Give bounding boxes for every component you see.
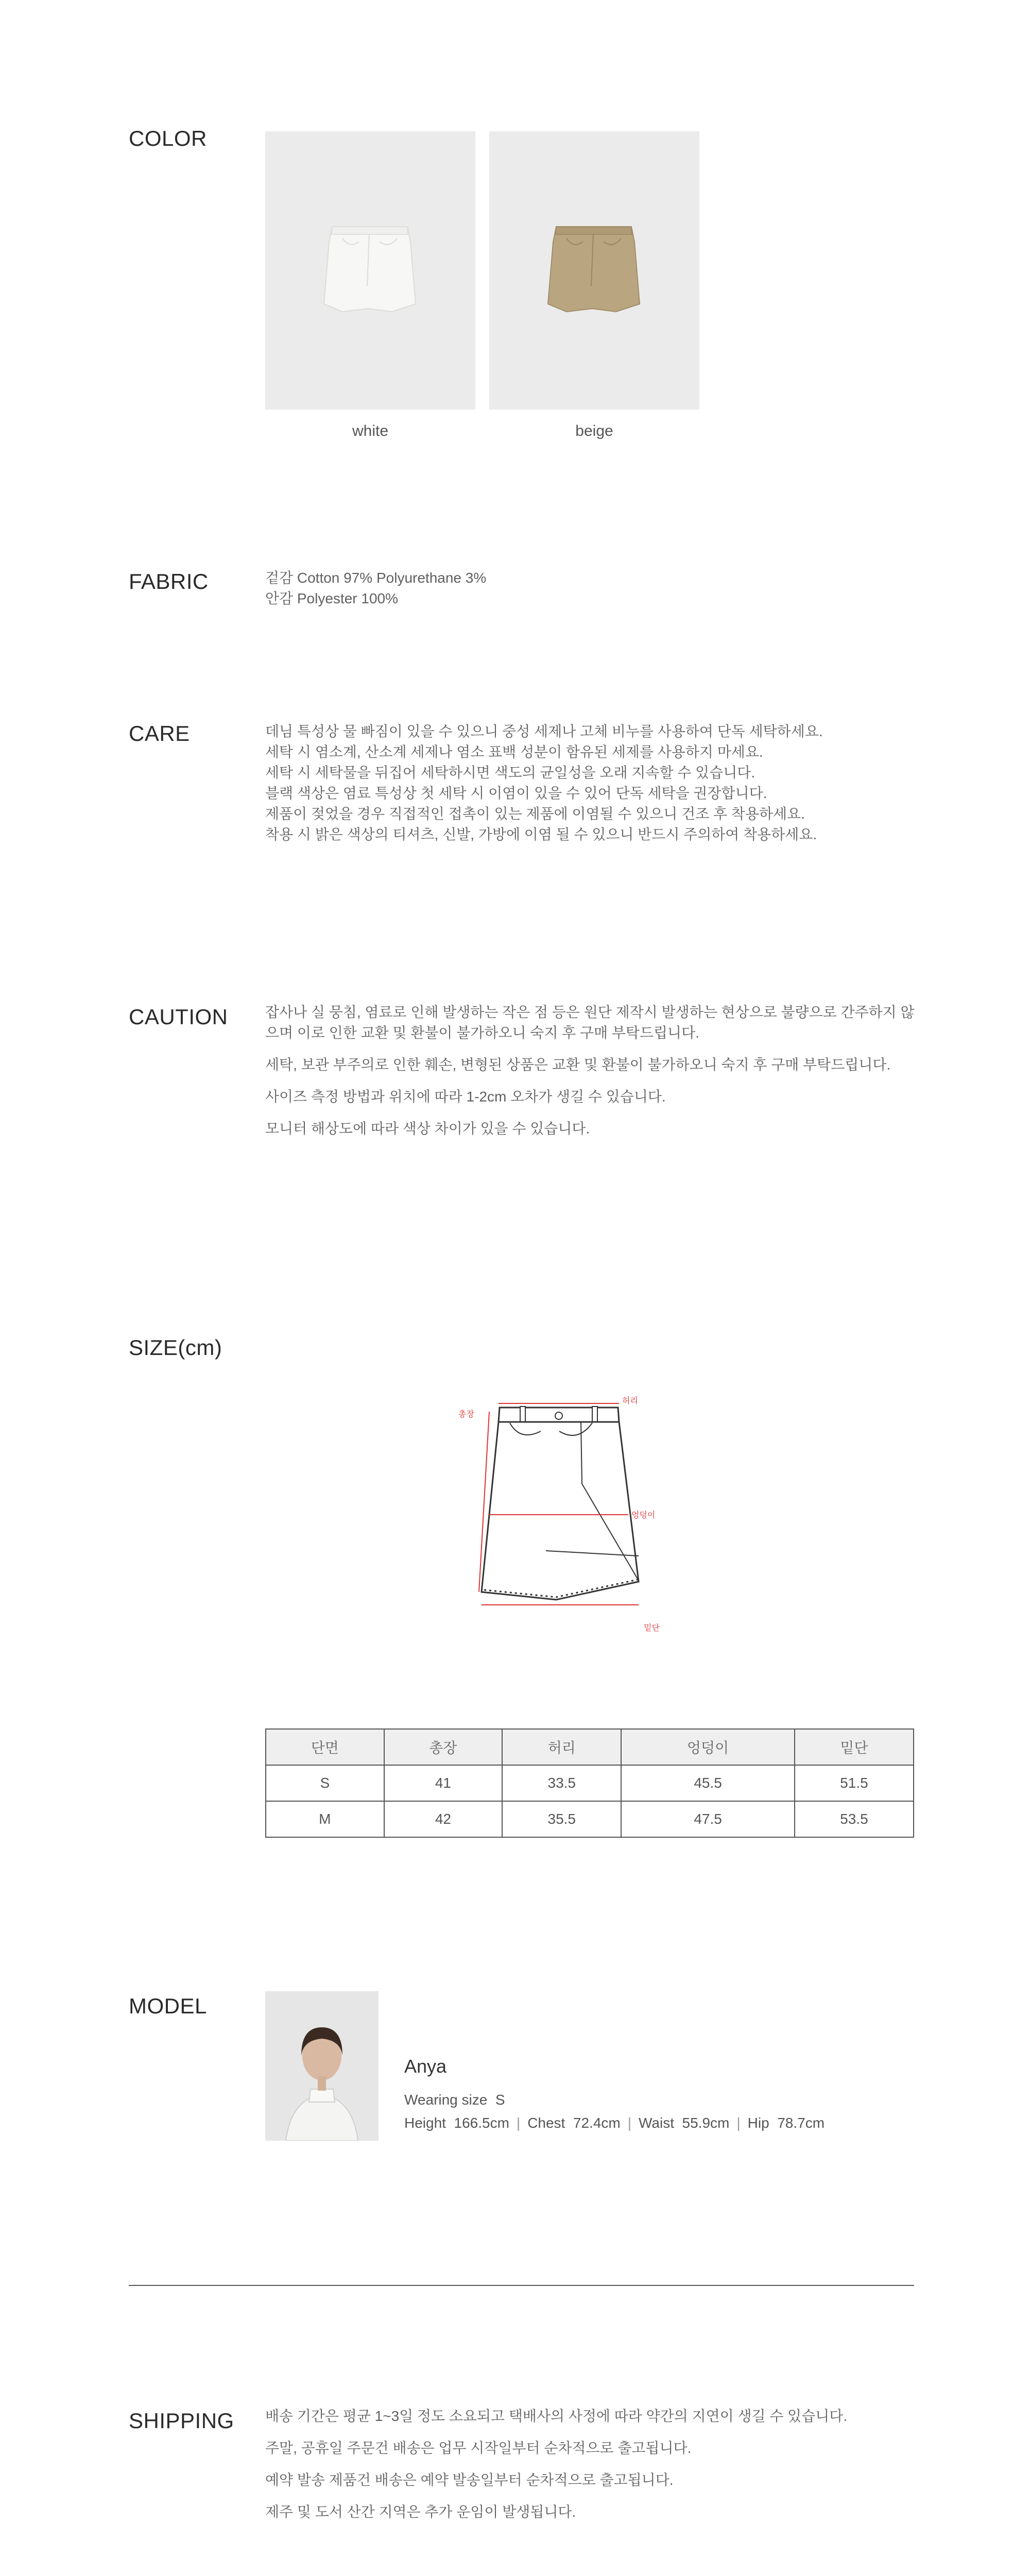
table-cell: 42	[384, 1801, 503, 1837]
size-table	[265, 1728, 914, 1838]
chest-label: Chest	[527, 2115, 565, 2131]
wearing-size-value: S	[495, 2092, 505, 2108]
table-header-row	[266, 1729, 914, 1765]
care-line: 데님 특성상 물 빠짐이 있을 수 있으니 중성 세제나 고체 비누를 사용하여 단독 세탁하세요.	[265, 723, 823, 739]
beige-label: beige	[575, 422, 613, 439]
table-cell: 35.5	[502, 1801, 621, 1837]
table-cell: 45.5	[621, 1765, 794, 1801]
table-cell: 47.5	[621, 1801, 794, 1837]
care-line: 세탁 시 염소계, 산소계 세제나 염소 표백 성분이 함유된 세제를 사용하지 마세요.	[265, 744, 763, 760]
wearing-size-label: Wearing size	[404, 2092, 488, 2108]
caution-paragraph: 세탁, 보관 부주의로 인한 훼손, 변형된 상품은 교환 및 환불이 불가하오니 숙지 후 구매 부탁드립니다.	[265, 1057, 891, 1073]
table-header-cell: 엉덩이	[621, 1729, 794, 1765]
table-header-cell: 총장	[384, 1729, 503, 1765]
waist-value: 55.9cm	[682, 2115, 730, 2131]
white-swatch-photo	[265, 131, 475, 410]
care-heading: CARE	[129, 721, 190, 745]
shipping-paragraph: 예약 발송 제품건 배송은 예약 발송일부터 순차적으로 출고됩니다.	[265, 2472, 674, 2488]
model-name: Anya	[404, 2056, 447, 2077]
caution-text	[265, 1002, 919, 1150]
waist-label: Waist	[639, 2115, 674, 2131]
height-value: 166.5cm	[454, 2115, 509, 2131]
waist-label: 허리	[622, 1396, 638, 1405]
table-cell: M	[266, 1801, 384, 1837]
care-line: 세탁 시 세탁물을 뒤집어 세탁하시면 색도의 균일성을 오래 지속할 수 있습니다.	[265, 765, 756, 781]
length-label: 총장	[458, 1409, 474, 1419]
model-wearing-size	[404, 2092, 505, 2108]
shipping-paragraph: 주말, 공휴일 주문건 배송은 업무 시작일부터 순차적으로 출고됩니다.	[265, 2440, 692, 2456]
beige-swatch-photo	[489, 131, 699, 410]
fabric-line: 안감 Polyester 100%	[265, 590, 398, 606]
hip-value: 78.7cm	[777, 2115, 825, 2131]
table-cell: 53.5	[795, 1801, 914, 1837]
section-divider	[129, 2285, 914, 2286]
fabric-heading: FABRIC	[129, 569, 209, 594]
care-line: 제품이 젖었을 경우 직접적인 접촉이 있는 제품에 이염될 수 있으니 건조 후 착용하세요.	[265, 806, 805, 822]
table-row	[266, 1801, 914, 1837]
caution-heading: CAUTION	[129, 1005, 228, 1029]
shipping-paragraph: 배송 기간은 평균 1~3일 정도 소요되고 택배사의 사정에 따라 약간의 지연이 생길 수 있습니다.	[265, 2408, 848, 2424]
table-cell: 41	[384, 1765, 503, 1801]
model-photo	[265, 1991, 379, 2141]
table-cell: 51.5	[795, 1765, 914, 1801]
fabric-text	[265, 568, 966, 609]
color-heading: COLOR	[129, 126, 207, 150]
table-header-cell: 단면	[266, 1729, 384, 1765]
model-heading: MODEL	[129, 1994, 207, 2018]
size-heading: SIZE(cm)	[129, 1335, 222, 1360]
caution-paragraph: 잡사나 실 뭉침, 염료로 인해 발생하는 작은 점 등은 원단 제작시 발생하는 현상으로 불량으로 간주하지 않으며 이로 인한 교환 및 환불이 불가하오니 숙지 후 구매 부탁드립니다.	[265, 1004, 915, 1041]
shipping-paragraph: 제주 및 도서 산간 지역은 추가 운임이 발생됩니다.	[265, 2504, 576, 2520]
table-row	[266, 1765, 914, 1801]
care-text	[265, 721, 966, 845]
table-cell: S	[266, 1765, 384, 1801]
shipping-text	[265, 2406, 966, 2534]
chest-value: 72.4cm	[573, 2115, 621, 2131]
caution-paragraph: 사이즈 측정 방법과 위치에 따라 1-2cm 오차가 생길 수 있습니다.	[265, 1089, 666, 1105]
table-header-cell: 밑단	[795, 1729, 914, 1765]
caution-paragraph: 모니터 해상도에 따라 색상 차이가 있을 수 있습니다.	[265, 1121, 590, 1137]
hip-label: Hip	[747, 2115, 769, 2131]
beige-skirt-image	[489, 131, 699, 410]
table-header-cell: 허리	[502, 1729, 621, 1765]
shipping-heading: SHIPPING	[129, 2409, 234, 2433]
care-line: 착용 시 밝은 색상의 티셔츠, 신발, 가방에 이염 될 수 있으니 반드시 주의하여 착용하세요.	[265, 826, 817, 842]
height-label: Height	[404, 2115, 446, 2131]
fabric-line: 겉감 Cotton 97% Polyurethane 3%	[265, 570, 487, 586]
white-skirt-image	[265, 131, 475, 410]
model-measurements: Height 166.5cm | Chest 72.4cm | Waist 55.9cm | Hip 78.7cm	[404, 2115, 825, 2131]
hip-label: 엉덩이	[631, 1510, 656, 1520]
hem-label: 밑단	[644, 1623, 660, 1633]
table-cell: 33.5	[502, 1765, 621, 1801]
care-line: 블랙 색상은 염료 특성상 첫 세탁 시 이염이 있을 수 있어 단독 세탁을 권장합니다.	[265, 785, 767, 801]
white-label: white	[352, 422, 389, 439]
size-diagram	[443, 1386, 721, 1649]
